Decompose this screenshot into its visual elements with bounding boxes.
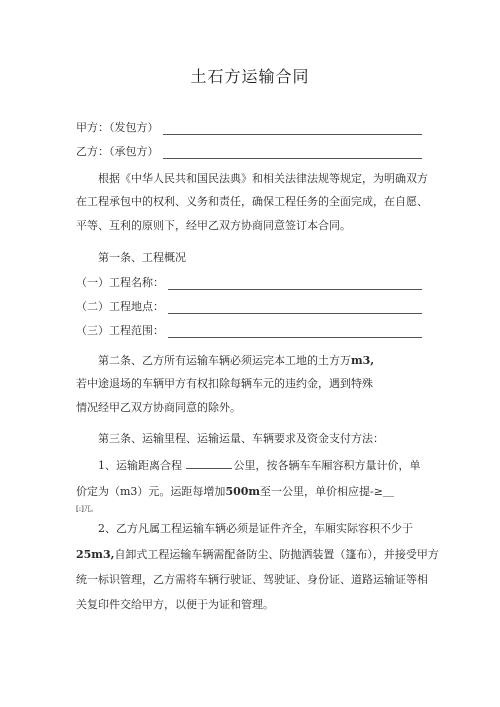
project-name-row	[76, 276, 422, 290]
article2-line-1	[98, 354, 374, 368]
article2-unit: m3,	[351, 354, 375, 367]
article3-heading: 第三条、运输里程、运输运量、车辆要求及资金支付方法：	[98, 432, 384, 445]
article3-p1-line-2	[76, 485, 394, 499]
project-scope-blank	[168, 328, 422, 338]
party-a-row	[76, 121, 422, 135]
party-b-row	[76, 145, 422, 159]
intro-line-1: 根据《中华人民共和国民法典》和相关法律法规等规定，为明确双方	[98, 172, 428, 185]
party-b-label: 乙方：（承包方）	[76, 145, 159, 158]
article2-line-1-text: 第二条、乙方所有运输车辆必须运完本工地的土方万	[98, 354, 351, 367]
party-a-label: 甲方：（发包方）	[76, 121, 159, 134]
vehicle-requirement-text: 自卸式工程运输车辆需配备防尘、防抛洒装置（篷布），并接受甲方	[114, 548, 439, 561]
distance-label: 1、运输距离合程	[98, 459, 182, 472]
article1-heading: 第一条、工程概况	[98, 251, 186, 264]
project-scope-label: （三）工程范围：	[76, 324, 164, 337]
article3-p1-line-1	[98, 459, 421, 473]
document-title: 土石方运输合同	[190, 67, 310, 86]
project-location-blank	[168, 304, 422, 314]
article2-line-2: 若中途退场的车辆甲方有权扣除每辆车元的违约金，遇到特殊	[76, 377, 373, 390]
unit-price-text: 价定为（m3）元。运距每增加	[76, 485, 226, 498]
distance-rest: 公里，按各辆车车厢容积方量计价，单	[233, 459, 421, 472]
party-b-blank	[163, 149, 423, 159]
article2-line-3: 情况经甲乙双方协商同意的除外。	[76, 401, 241, 414]
party-a-blank	[163, 125, 423, 135]
article3-p2-line-1: 2、乙方凡属工程运输车辆必须是证件齐全，车厢实际容积不少于	[98, 522, 413, 535]
article3-p2-line-4: 关复印件交给甲方，以便于为证和管理。	[76, 598, 274, 611]
distance-blank	[186, 459, 232, 469]
unit-price-rest: 至一公里，单价相应提-≥＿	[260, 485, 394, 498]
article3-p2-line-3: 统一标识管理，乙方需将车辆行驶证、驾驶证、身份证、道路运输证等相	[76, 573, 428, 586]
distance-increment: 500m	[225, 485, 261, 498]
intro-line-2: 在工程承包中的权利、义务和责任，确保工程任务的全面完成，在自愿、	[76, 195, 428, 208]
article3-p2-line-2	[76, 548, 439, 562]
project-scope-row	[76, 324, 422, 338]
project-location-row	[76, 300, 422, 314]
article3-p1-line-3: [:]兀。	[76, 505, 98, 513]
volume-requirement: 25m3,	[76, 548, 115, 561]
intro-line-3: 平等、互利的原则下，经甲乙双方协商同意签订本合同。	[76, 219, 351, 232]
project-name-label: （一）工程名称：	[76, 276, 164, 289]
project-location-label: （二）工程地点：	[76, 300, 164, 313]
project-name-blank	[168, 280, 422, 290]
